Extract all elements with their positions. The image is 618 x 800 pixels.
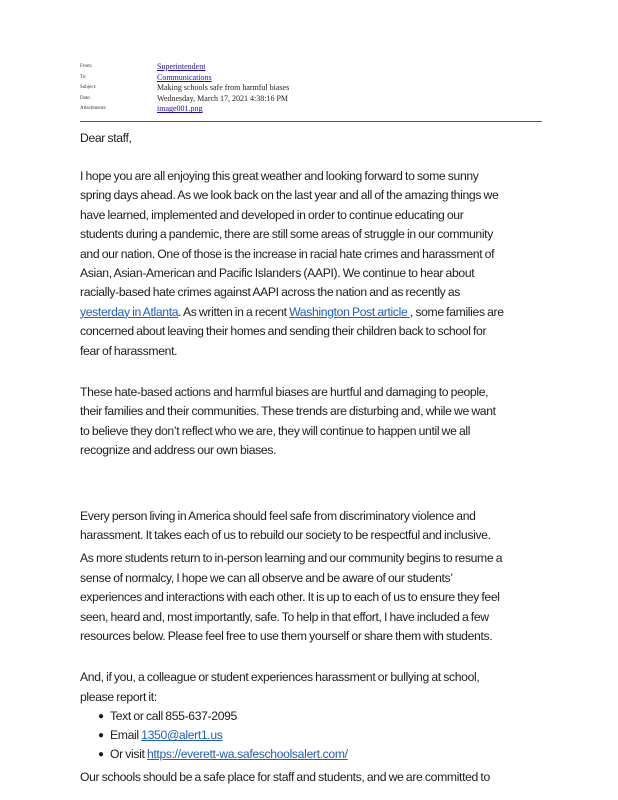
paragraph-line (80, 303, 542, 322)
atlanta-link[interactable]: yesterday in Atlanta (80, 304, 179, 319)
paragraph-line: fear of harassment. (80, 343, 178, 358)
paragraph-line: to believe they don’t reflect who we are, they will continue to happen until we all (80, 423, 471, 438)
text-segment: Text or call 855-637-2095 (110, 709, 237, 724)
paragraph-line: students during a pandemic, there are still some areas of struggle in our community (80, 227, 493, 242)
attachments-row (80, 104, 542, 115)
paragraph-line: And, if you, a colleague or student experiences harassment or bullying at school, (80, 670, 480, 685)
paragraph-line: Every person living in America should feel safe from discriminatory violence and (80, 508, 476, 523)
paragraph-line: As more students return to in-person learning and our community begins to resume a (80, 551, 503, 566)
subject-value: Making schools safe from harmful biases (157, 83, 290, 93)
paragraph-line: have learned, implemented and developed in order to continue educating our (80, 207, 464, 222)
email-link[interactable]: 1350@alert1.us (141, 728, 223, 743)
header-divider (80, 121, 542, 122)
paragraph-line: These hate-based actions and harmful biases are hurtful and damaging to people, (80, 384, 489, 399)
paragraph-line: I hope you are all enjoying this great weather and looking forward to some sunny (80, 168, 479, 183)
paragraph-line: resources below. Please feel free to use them yourself or share them with students. (80, 629, 493, 644)
paragraph-line: and our nation. One of those is the increase in racial hate crimes and harassment of (80, 246, 495, 261)
to-value[interactable]: Communications (157, 72, 212, 82)
paragraph-line: please report it: (80, 689, 157, 704)
text-segment: Or visit (110, 747, 147, 762)
paragraph-line: their families and their communities. These trends are disturbing and, while we want (80, 404, 496, 419)
text-segment: . As written in a recent (178, 304, 290, 319)
date-row (80, 94, 542, 105)
attachments-label: Attachments: (80, 106, 107, 112)
from-label: From: (80, 64, 93, 69)
paragraph-line: Asian, Asian-American and Pacific Islanders (AAPI). We continue to hear about (80, 265, 475, 280)
paragraph-line: harassment. It takes each of us to rebuild our society to be respectful and inclusive. (80, 528, 491, 542)
to-label: To: (80, 74, 87, 80)
closing-line: Our schools should be a safe place for staff and students, and we are committed to (80, 770, 490, 785)
paragraph-line: sense of normalcy, I hope we can all observe and be aware of our students’ (80, 570, 453, 585)
text-segment: , some families are (409, 304, 504, 319)
from-value[interactable]: Superintendent (157, 62, 206, 71)
bullet-icon: ● (98, 730, 104, 742)
paragraph-line: spring days ahead. As we look back on the last year and all of the amazing things we (80, 188, 499, 203)
resource-list (80, 707, 542, 764)
greeting: Dear staff, (80, 131, 132, 145)
to-row (80, 73, 542, 84)
washington-post-link[interactable]: Washington Post article (289, 304, 410, 319)
bullet-icon: ● (98, 749, 104, 761)
subject-row (80, 83, 542, 94)
attachment-link[interactable]: image001.png (157, 104, 203, 114)
paragraph-3 (80, 507, 542, 546)
text-segment: Email (110, 728, 142, 743)
list-item (80, 745, 542, 764)
date-label: Date: (80, 95, 91, 101)
paragraph-line: racially-based hate crimes against AAPI across the nation and as recently as (80, 285, 461, 300)
paragraph-5 (80, 668, 542, 707)
paragraph-2 (80, 383, 542, 461)
paragraph-1 (80, 167, 542, 361)
safeschools-link[interactable]: https://everett-wa.safeschoolsalert.com/ (146, 747, 348, 762)
list-item (80, 707, 542, 726)
paragraph-line: concerned about leaving their homes and sending their children back to school for (80, 324, 487, 339)
date-value: Wednesday, March 17, 2021 4:38:16 PM (157, 93, 289, 103)
paragraph-4 (80, 549, 542, 646)
from-row (80, 62, 542, 73)
paragraph-line: recognize and address our own biases. (80, 443, 277, 458)
email-header (80, 62, 542, 115)
paragraph-line: experiences and interactions with each other. It is up to each of us to ensure they feel (80, 590, 500, 605)
email-body (80, 129, 542, 788)
bullet-icon: ● (98, 711, 104, 723)
paragraph-line: seen, heard and, most importantly, safe. To help in that effort, I have included a few (80, 609, 489, 624)
list-item (80, 726, 542, 745)
subject-label: Subject: (80, 85, 97, 91)
